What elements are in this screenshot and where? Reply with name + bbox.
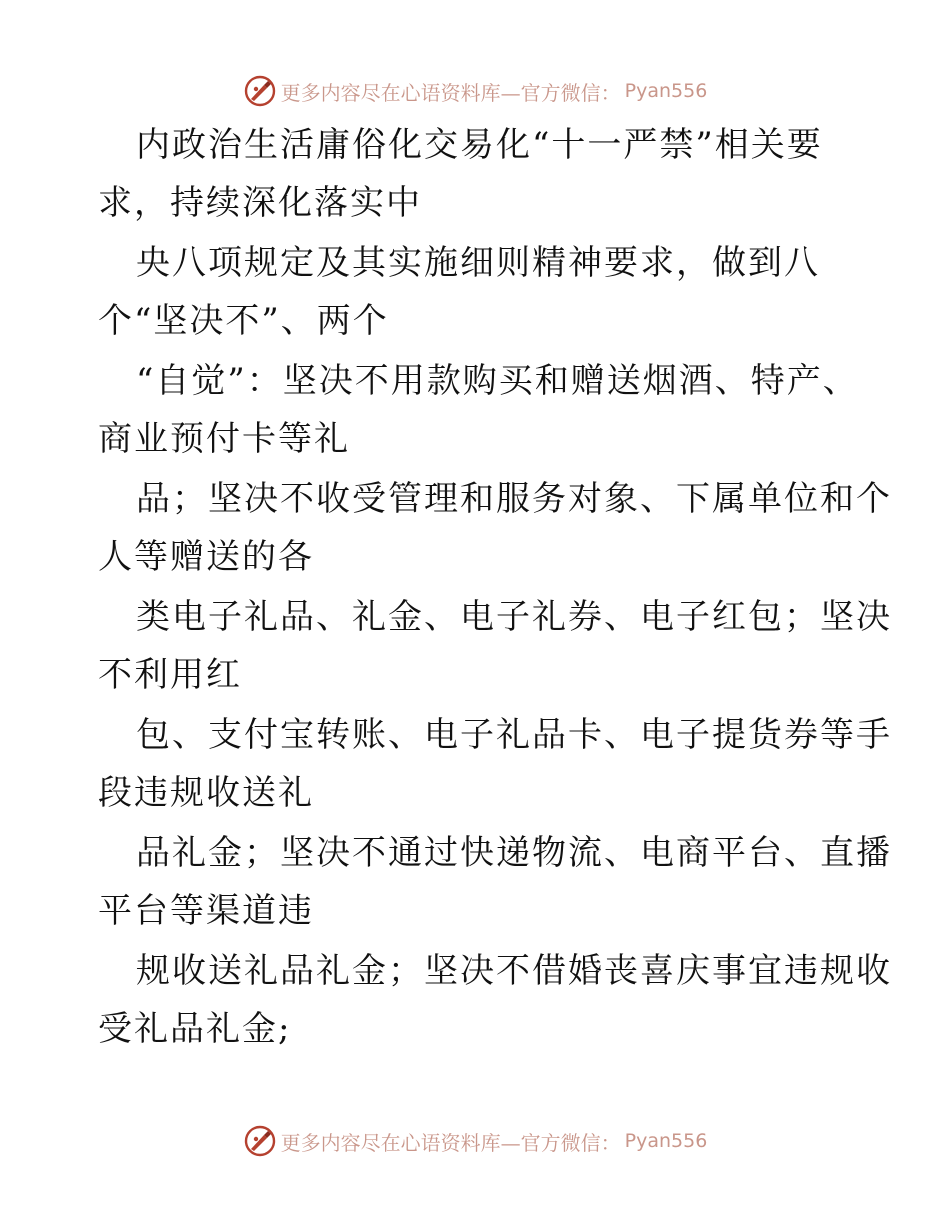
text-line: 不利用红 [98,655,242,695]
watermark-wechat-id: Pyan556 [624,80,708,102]
text-line: 求，持续深化落实中 [98,183,422,223]
header-watermark [0,74,950,108]
text-line: 个“坚决不”、两个 [98,301,389,341]
text-line: 规收送礼品礼金；坚决不借婚丧喜庆事宜违规收 [136,951,892,991]
watermark-wechat-id: Pyan556 [624,1130,708,1152]
text-line: 受礼品礼金; [98,1009,292,1049]
text-line: 品；坚决不收受管理和服务对象、下属单位和个 [136,479,892,519]
text-line: 内政治生活庸俗化交易化“十一严禁”相关要 [136,125,823,165]
watermark-text: 更多内容尽在心语资料库—官方微信： [280,80,621,105]
text-line: “自觉”：坚决不用款购买和赠送烟酒、特产、 [136,361,859,401]
text-line: 包、支付宝转账、电子礼品卡、电子提货券等手 [136,715,892,755]
text-line: 央八项规定及其实施细则精神要求，做到八 [136,243,820,283]
pen-seal-icon [243,74,277,108]
text-line: 商业预付卡等礼 [98,419,350,459]
footer-watermark [0,1124,950,1158]
text-line: 品礼金；坚决不通过快递物流、电商平台、直播 [136,833,892,873]
text-line: 段违规收送礼 [98,773,314,813]
text-line: 平台等渠道违 [98,891,314,931]
text-line: 类电子礼品、礼金、电子礼券、电子红包；坚决 [136,597,892,637]
pen-seal-icon [243,1124,277,1158]
watermark-text: 更多内容尽在心语资料库—官方微信： [280,1130,621,1155]
text-line: 人等赠送的各 [98,537,314,577]
